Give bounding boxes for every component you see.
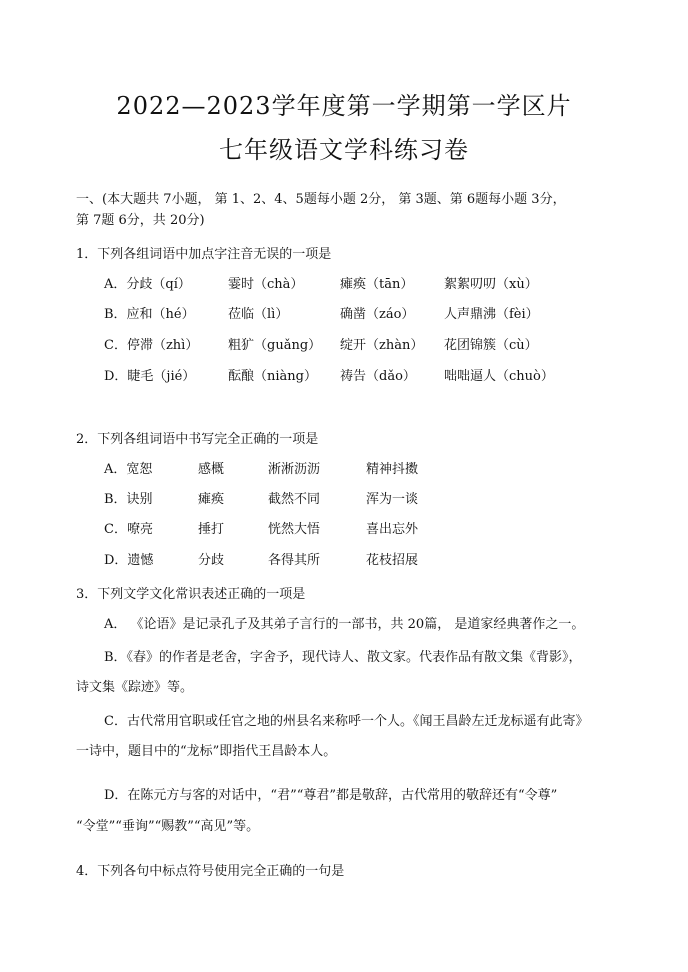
option-item: 确凿（záo） xyxy=(340,307,415,322)
option-item: D．遗憾 xyxy=(104,553,154,568)
option-item: 祷告（dǎo） xyxy=(340,369,416,384)
question-2-stem: 2．下列各组词语中书写完全正确的一项是 xyxy=(76,432,319,447)
option-item: 花枝招展 xyxy=(366,553,419,568)
option-item: 霎时（chà） xyxy=(228,277,304,292)
option-item: A．分歧（qí） xyxy=(104,277,191,292)
option-item: B．应和（hé） xyxy=(104,307,195,322)
section-heading: 一、(本大题共 7小题， 第 1、2、4、5题每小题 2分， 第 3题、第 6题每小题 3分， xyxy=(76,192,566,207)
question-3-stem: 3．下列文学文化常识表述正确的一项是 xyxy=(76,587,306,602)
option-item: 莅临（lì） xyxy=(228,307,289,322)
option-item: 感概 xyxy=(198,462,225,477)
option-item: C．停滞（zhì） xyxy=(104,338,199,353)
section-heading-cont: 第 7题 6分，共 20分) xyxy=(76,213,205,228)
paper-subtitle: 七年级语文学科练习卷 xyxy=(219,136,469,164)
option-item: 截然不同 xyxy=(268,492,321,507)
option-item: 人声鼎沸（fèi） xyxy=(444,307,539,322)
q3-option-d: D．在陈元方与客的对话中，“君”“尊君”都是敬辞，古代常用的敬辞还有“令尊” xyxy=(104,788,558,803)
option-item: 粗犷（guǎng） xyxy=(228,338,322,353)
paper-title: 2022—2023学年度第一学期第一学区片 xyxy=(116,92,572,120)
option-item: 酝酿（niàng） xyxy=(228,369,317,384)
question-1-stem: 1．下列各组词语中加点字注音无误的一项是 xyxy=(76,247,332,262)
option-item: 喜出忘外 xyxy=(366,522,419,537)
question-4-stem: 4．下列各句中标点符号使用完全正确的一句是 xyxy=(76,864,345,879)
option-item: 浑为一谈 xyxy=(366,492,419,507)
option-item: 分歧 xyxy=(198,553,225,568)
option-item: 捶打 xyxy=(198,522,225,537)
q3-option-b: B．《春》的作者是老舍，字舍予，现代诗人、散文家。代表作品有散文集《背影》， xyxy=(104,650,582,665)
q3-option-b-cont: 诗文集《踪迹》等。 xyxy=(76,680,194,695)
option-item: 瘫痪 xyxy=(198,492,225,507)
option-item: 淅淅沥沥 xyxy=(268,462,321,477)
option-item: 精神抖擞 xyxy=(366,462,419,477)
q3-option-c-cont: 一诗中，题目中的“龙标”即指代王昌龄本人。 xyxy=(76,744,337,759)
q3-option-d-cont: “令堂”“垂询”“赐教”“高见”等。 xyxy=(76,819,260,834)
option-item: 絮絮叨叨（xù） xyxy=(444,277,538,292)
option-item: A．宽恕 xyxy=(104,462,153,477)
option-item: C．嘹亮 xyxy=(104,522,153,537)
option-item: 恍然大悟 xyxy=(268,522,321,537)
option-item: 瘫痪（tān） xyxy=(340,277,414,292)
option-item: D．睫毛（jié） xyxy=(104,369,196,384)
q3-option-c: C．古代常用官职或任官之地的州县名来称呼一个人。《闻王昌龄左迁龙标遥有此寄》 xyxy=(104,714,589,729)
q3-option-a: A． 《论语》是记录孔子及其弟子言行的一部书，共 20篇， 是道家经典著作之一。 xyxy=(104,617,585,632)
option-item: 咄咄逼人（chuò） xyxy=(444,369,554,384)
option-item: 各得其所 xyxy=(268,553,321,568)
option-item: 绽开（zhàn） xyxy=(340,338,424,353)
option-item: B．诀别 xyxy=(104,492,153,507)
option-item: 花团锦簇（cù） xyxy=(444,338,538,353)
